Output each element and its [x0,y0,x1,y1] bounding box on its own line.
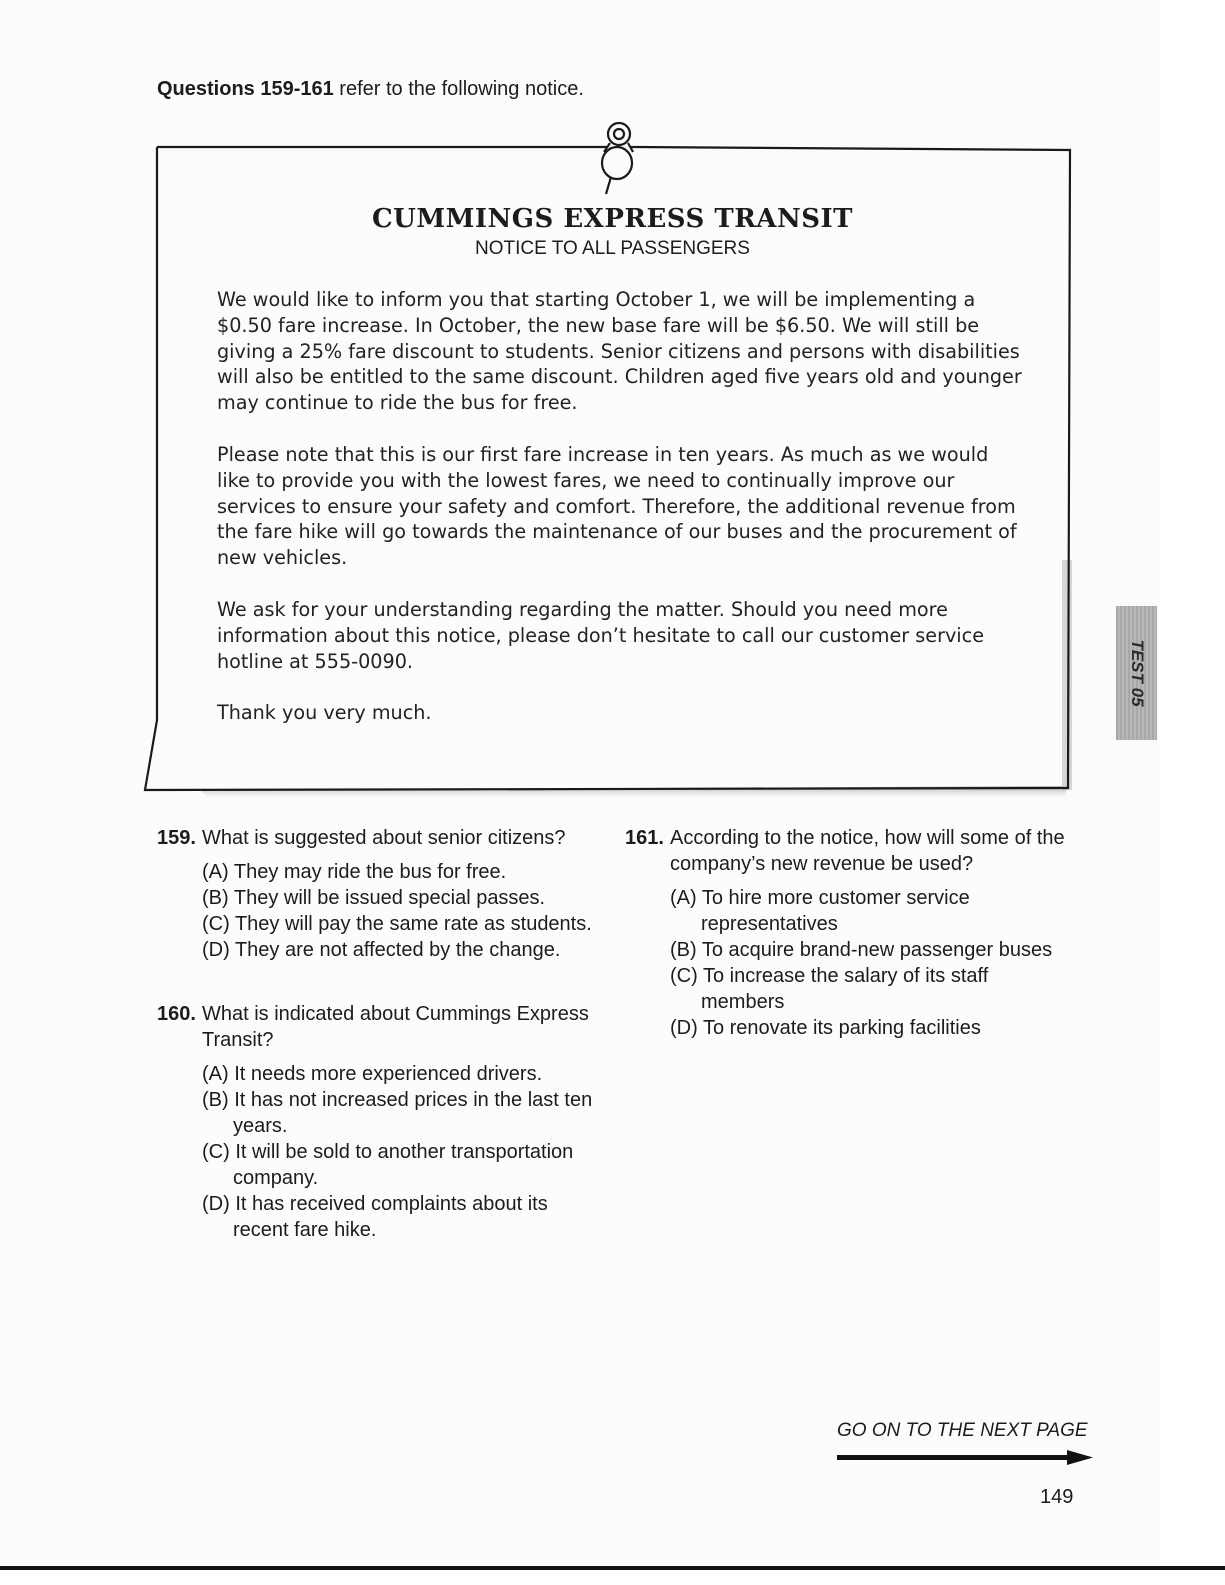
answer-option-b[interactable]: (B) It has not increased prices in the last ten years. [202,1089,593,1137]
page-edge [1160,0,1225,1568]
question-stem: What is indicated about Cummings Express Transit? [202,1003,589,1051]
question-stem: According to the notice, how will some of the company’s new revenue be used? [670,827,1065,875]
question-number: 159. [157,827,196,849]
intro-text: refer to the following notice. [333,78,584,100]
intro-line [157,78,584,101]
test-tab-label: TEST 05 [1127,639,1147,707]
notice-paragraph: Please note that this is our first fare increase in ten years. As much as we would like to provide you with the lowest fares, we need to continually improve our services to ensure your safety and comfort. Therefore, the additional revenue from the fare hike will go towards the maintenance of our buses and the procurement of new vehicles. [217,442,1017,570]
notice-title: CUMMINGS EXPRESS TRANSIT [371,204,854,234]
question-159 [157,825,607,963]
intro-question-range: Questions 159-161 [157,78,334,100]
answer-option-c[interactable]: (C) They will pay the same rate as students. [202,913,592,935]
answer-options [670,885,1065,1041]
notice-paragraph: We would like to inform you that starting October 1, we will be implementing a $0.50 fare increase. In October, the new base fare will be $6.50. We will still be giving a 25% fare discount to students. Senior citizens and persons with disabilities will also be entitled to the same discount. Children aged five years old and younger may continue to ride the bus for free. [217,288,1022,415]
question-number: 160. [157,1003,196,1025]
next-page-label: GO ON TO THE NEXT PAGE [837,1420,1088,1441]
notice-body [217,287,1027,752]
answer-option-a[interactable]: (A) It needs more experienced drivers. [202,1063,543,1085]
question-number: 161. [625,827,664,849]
notice-subtitle: NOTICE TO ALL PASSENGERS [475,238,750,259]
answer-options [202,1061,607,1243]
answer-options [202,859,607,963]
answer-option-c[interactable]: (C) It will be sold to another transportation company. [202,1141,574,1189]
answer-option-d[interactable]: (D) It has received complaints about its recent fare hike. [202,1193,548,1241]
answer-option-a[interactable]: (A) They may ride the bus for free. [202,861,507,883]
answer-option-a[interactable]: (A) To hire more customer service representatives [670,887,970,935]
arrow-right-icon [837,1448,1095,1468]
notice-paragraph: We ask for your understanding regarding the matter. Should you need more information about this notice, please don’t hesitate to call our customer service hotline at 555-0090. [217,597,984,673]
question-stem: What is suggested about senior citizens? [202,827,566,849]
answer-option-b[interactable]: (B) To acquire brand-new passenger buses [670,939,1053,961]
notice-closing: Thank you very much. [217,701,432,725]
question-160 [157,1001,607,1243]
answer-option-b[interactable]: (B) They will be issued special passes. [202,887,546,909]
question-161 [625,825,1065,1041]
page-number: 149 [1040,1486,1074,1508]
test-side-tab [1116,606,1157,740]
answer-option-d[interactable]: (D) To renovate its parking facilities [670,1017,981,1039]
bottom-border [0,1566,1225,1570]
answer-option-c[interactable]: (C) To increase the salary of its staff members [670,965,989,1013]
answer-option-d[interactable]: (D) They are not affected by the change. [202,939,561,961]
